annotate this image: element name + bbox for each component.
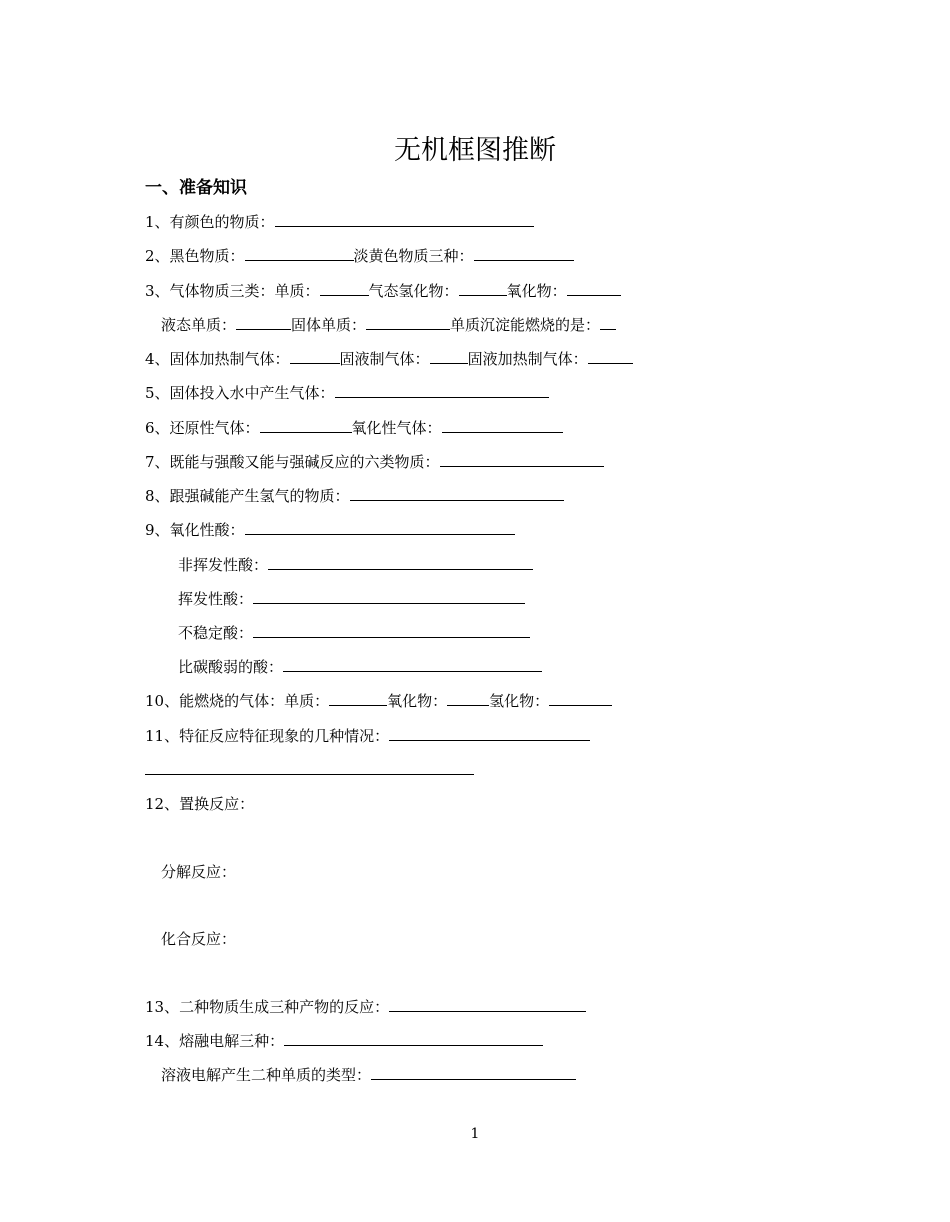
answer-blank[interactable] [253,589,525,604]
question-12-combination [161,929,236,949]
answer-blank[interactable] [389,726,590,741]
question-label: 8、跟强碱能产生氢气的物质： [145,487,350,505]
question-label: 分解反应： [161,863,237,881]
answer-blank[interactable] [236,315,291,330]
section-heading: 一、准备知识 [145,178,247,198]
answer-blank[interactable] [430,349,468,364]
answer-blank[interactable] [371,1065,576,1080]
question-3 [145,281,621,301]
question-label: 不稳定酸： [178,624,254,642]
answer-blank[interactable] [447,691,489,706]
question-label: 2、黑色物质： [145,247,245,265]
question-label: 12、置换反应： [145,795,255,813]
answer-blank[interactable] [284,1031,543,1046]
question-label: 4、固体加热制气体： [145,350,290,368]
answer-blank[interactable] [366,315,450,330]
answer-blank[interactable] [350,486,564,501]
answer-blank-continued[interactable] [145,774,474,775]
question-label: 氢化物： [489,692,550,710]
answer-blank[interactable] [440,452,604,467]
question-12-decomposition [161,862,236,882]
page-number: 1 [470,1126,480,1142]
question-label: 5、固体投入水中产生气体： [145,384,335,402]
question-9-nonvolatile [178,555,533,575]
answer-blank[interactable] [290,349,340,364]
question-label: 10、能燃烧的气体：单质： [145,692,330,710]
question-label: 固液制气体： [339,350,430,368]
question-label: 14、熔融电解三种： [145,1032,285,1050]
question-8 [145,486,564,506]
answer-blank[interactable] [329,691,387,706]
answer-blank[interactable] [245,246,354,261]
question-label: 比碳酸弱的酸： [178,658,284,676]
question-label: 7、既能与强酸又能与强碱反应的六类物质： [145,453,440,471]
question-label: 单质沉淀能燃烧的是： [450,316,601,334]
answer-blank[interactable] [442,418,563,433]
question-label: 6、还原性气体： [145,419,260,437]
answer-blank[interactable] [389,997,586,1012]
answer-blank[interactable] [600,315,616,330]
question-11 [145,726,590,746]
question-label: 11、特征反应特征现象的几种情况： [145,727,390,745]
question-label: 3、气体物质三类：单质： [145,282,320,300]
question-label: 1、有颜色的物质： [145,213,275,231]
question-label: 固体单质： [291,316,367,334]
question-7 [145,452,604,472]
question-9-weaker-than-carbonic [178,657,542,677]
question-label: 溶液电解产生二种单质的类型： [161,1066,372,1084]
question-label: 9、氧化性酸： [145,521,245,539]
question-9 [145,520,515,540]
answer-blank[interactable] [567,281,621,296]
question-13 [145,997,586,1017]
question-6 [145,418,563,438]
question-label: 固液加热制气体： [467,350,588,368]
answer-blank[interactable] [459,281,507,296]
question-5 [145,383,549,403]
question-label: 气态氢化物： [368,282,459,300]
question-label: 13、二种物质生成三种产物的反应： [145,998,390,1016]
question-label: 氧化物： [387,692,448,710]
answer-blank[interactable] [335,383,549,398]
answer-blank[interactable] [474,246,574,261]
question-12 [145,794,254,814]
answer-blank[interactable] [268,555,533,570]
question-2 [145,246,574,266]
answer-blank[interactable] [320,281,369,296]
question-3-continued [161,315,616,335]
question-14-solution-electrolysis [161,1065,576,1085]
question-10 [145,691,612,711]
question-label: 挥发性酸： [178,590,254,608]
question-9-unstable [178,623,530,643]
answer-blank[interactable] [283,657,542,672]
question-4 [145,349,633,369]
question-label: 氧化性气体： [351,419,442,437]
answer-blank[interactable] [549,691,612,706]
answer-blank[interactable] [253,623,530,638]
question-label: 化合反应： [161,930,237,948]
question-label: 非挥发性酸： [178,556,269,574]
answer-blank[interactable] [245,520,515,535]
question-label: 淡黄色物质三种： [353,247,474,265]
question-9-volatile [178,589,525,609]
answer-blank[interactable] [588,349,633,364]
answer-blank[interactable] [260,418,352,433]
page-title: 无机框图推断 [394,135,556,166]
question-label: 氧化物： [506,282,567,300]
answer-blank[interactable] [275,212,534,227]
question-label: 液态单质： [161,316,237,334]
question-1 [145,212,534,232]
question-14 [145,1031,543,1051]
